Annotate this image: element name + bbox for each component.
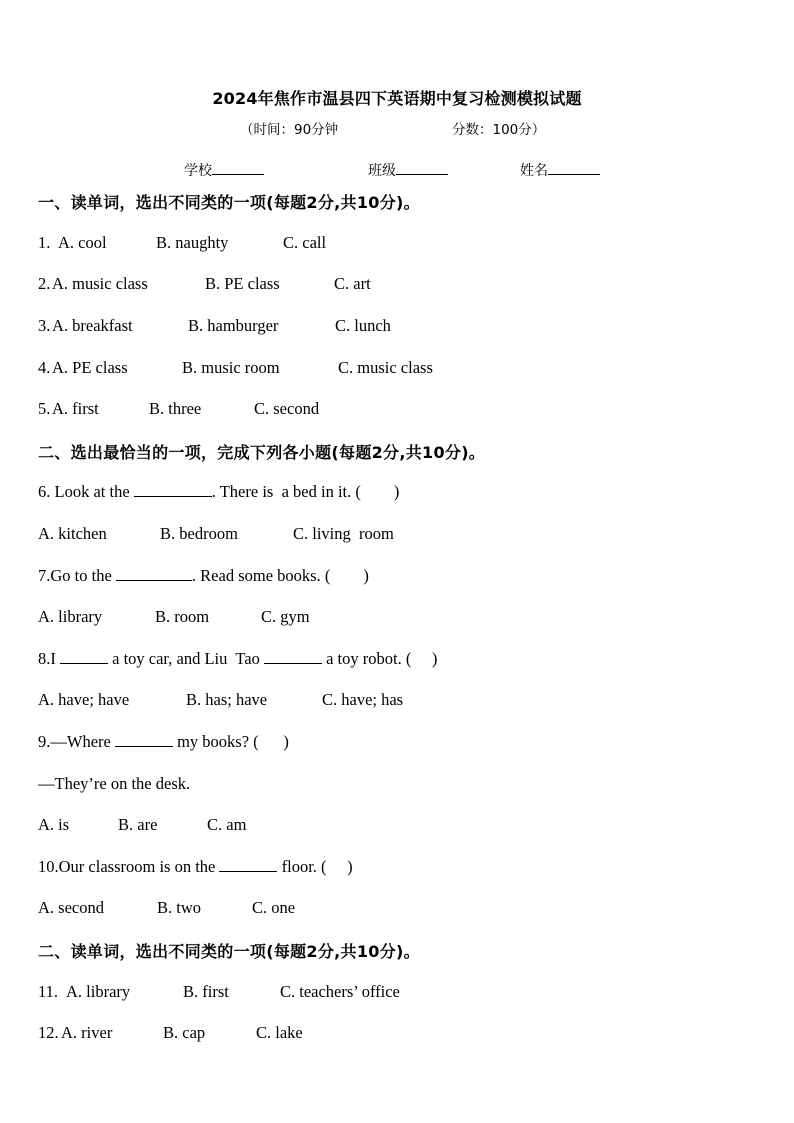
q6-option-b: B. bedroom: [160, 524, 238, 543]
q11-number: 11.: [38, 982, 59, 1001]
q6-option-c: C. living room: [293, 524, 394, 543]
q10-stem-end: floor. ( ): [277, 857, 353, 876]
school-field: [184, 160, 264, 180]
q3-option-a: A. breakfast: [52, 316, 133, 335]
exam-title: 2024年焦作市温县四下英语期中复习检测模拟试题: [212, 89, 582, 108]
q11-option-a: A. library: [66, 982, 131, 1001]
name-label: 姓名: [520, 163, 548, 179]
q5-number: 5.: [38, 399, 51, 418]
name-blank[interactable]: [548, 160, 600, 175]
q11-option-c: C. teachers’ office: [280, 982, 400, 1001]
q4-option-b: B. music room: [182, 358, 280, 377]
q12-option-c: C. lake: [256, 1023, 303, 1042]
exam-score: 分数：100分）: [452, 122, 546, 138]
q4-option-a: A. PE class: [52, 358, 128, 377]
q10-option-c: C. one: [252, 898, 296, 917]
q3-option-c: C. lunch: [335, 316, 391, 335]
q9-option-c: C. am: [207, 815, 247, 834]
q5-option-b: B. three: [149, 399, 202, 418]
class-label: 班级: [368, 163, 396, 179]
q7-option-b: B. room: [155, 607, 210, 626]
q6-option-a: A. kitchen: [38, 524, 107, 543]
q11-option-b: B. first: [183, 982, 229, 1001]
q10-option-b: B. two: [157, 898, 202, 917]
q9-answer-line: —They’re on the desk.: [38, 774, 191, 793]
q8-stem-end: a toy robot. ( ): [321, 649, 438, 668]
q1-option-c: C. call: [283, 233, 327, 252]
q4-option-c: C. music class: [338, 358, 433, 377]
q8-stem-start: 8.I: [38, 649, 60, 668]
q10-stem: [38, 857, 353, 877]
q8-blank-1[interactable]: [60, 651, 108, 664]
q9-option-b: B. are: [118, 815, 158, 834]
q9-stem: [38, 732, 289, 752]
q7-option-c: C. gym: [261, 607, 310, 626]
q12-option-a: A. river: [61, 1023, 113, 1042]
q6-blank[interactable]: [134, 484, 212, 497]
q6-stem-end: . There is a bed in it. ( ): [211, 482, 400, 501]
q1-option-a: A. cool: [58, 233, 107, 252]
q10-blank[interactable]: [219, 859, 277, 872]
school-blank[interactable]: [212, 160, 264, 175]
q8-stem: [38, 649, 437, 669]
q12-number: 12.: [38, 1023, 59, 1042]
q3-number: 3.: [38, 316, 51, 335]
q6-stem-start: 6. Look at the: [38, 482, 134, 501]
q4-number: 4.: [38, 358, 51, 377]
q9-stem-start: 9.—Where: [38, 732, 115, 751]
q2-option-b: B. PE class: [205, 274, 280, 293]
q8-option-b: B. has; have: [186, 690, 268, 709]
q7-stem: [38, 566, 369, 586]
q5-option-c: C. second: [254, 399, 320, 418]
q1-number: 1.: [38, 233, 51, 252]
q10-stem-start: 10.Our classroom is on the: [38, 857, 220, 876]
name-field: [520, 160, 600, 180]
q2-number: 2.: [38, 274, 51, 293]
q9-blank[interactable]: [115, 734, 173, 747]
q7-blank[interactable]: [116, 568, 192, 581]
q12-option-b: B. cap: [163, 1023, 206, 1042]
q7-option-a: A. library: [38, 607, 103, 626]
q2-option-a: A. music class: [52, 274, 148, 293]
class-field: [368, 160, 448, 180]
q9-option-a: A. is: [38, 815, 70, 834]
q8-blank-2[interactable]: [264, 651, 322, 664]
q9-stem-end: my books? ( ): [172, 732, 289, 751]
section-heading-3: 二、读单词，选出不同类的一项(每题2分,共10分)。: [38, 942, 420, 961]
q8-stem-middle: a toy car, and Liu Tao: [108, 649, 264, 668]
q2-option-c: C. art: [334, 274, 371, 293]
q5-option-a: A. first: [52, 399, 99, 418]
q8-option-a: A. have; have: [38, 690, 130, 709]
school-label: 学校: [184, 163, 212, 179]
exam-time: （时间：90分钟: [240, 122, 339, 138]
q7-stem-end: . Read some books. ( ): [191, 566, 369, 585]
section-heading-2: 二、选出最恰当的一项，完成下列各小题(每题2分,共10分)。: [38, 443, 486, 462]
class-blank[interactable]: [396, 160, 448, 175]
q8-option-c: C. have; has: [322, 690, 404, 709]
q7-stem-start: 7.Go to the: [38, 566, 116, 585]
q6-stem: [38, 482, 399, 502]
q1-option-b: B. naughty: [156, 233, 229, 252]
section-heading-1: 一、读单词，选出不同类的一项(每题2分,共10分)。: [38, 193, 420, 212]
q10-option-a: A. second: [38, 898, 104, 917]
q3-option-b: B. hamburger: [188, 316, 279, 335]
